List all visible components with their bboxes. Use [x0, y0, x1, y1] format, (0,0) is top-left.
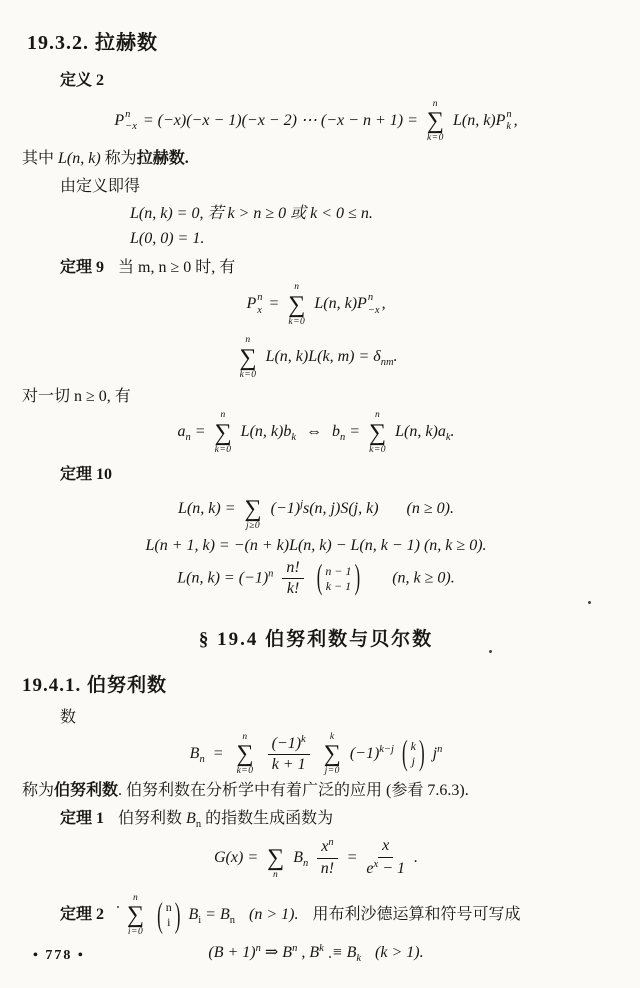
sup-sub-stack	[506, 109, 511, 134]
scan-speck	[489, 650, 492, 653]
theorem-2-label: 定理 2	[60, 906, 105, 924]
right-paren: )	[418, 733, 425, 772]
superscript: n	[437, 743, 443, 755]
superscript: n	[257, 292, 263, 304]
scan-speck	[117, 906, 119, 908]
binomial-bottom: k − 1	[325, 578, 352, 593]
math-text: , B	[301, 943, 320, 961]
iff-arrow: ⇔	[306, 423, 322, 441]
formula-bernoulli-definition	[22, 732, 610, 777]
formula-lah-stirling	[22, 487, 610, 531]
page-number: • 778 •	[33, 948, 85, 963]
fraction	[366, 837, 405, 878]
paragraph-where-lah	[22, 149, 610, 169]
theorem-2-text: 用布利沙德运算和符号可写成	[312, 906, 521, 924]
sum-lower-limit: k=0	[369, 444, 387, 455]
math-text: (−1)	[270, 499, 301, 517]
subscript: nm	[380, 357, 394, 369]
sup-sub-stack	[257, 292, 262, 317]
math-symbol-B: B	[186, 810, 196, 828]
math-text: .	[450, 423, 455, 441]
binomial-stack	[323, 564, 353, 594]
subscript: n	[303, 857, 309, 869]
superscript: j	[300, 498, 303, 510]
math-text: − 1	[378, 859, 405, 877]
math-text: L(n, k)P	[452, 112, 506, 130]
sigma-icon: ∑	[369, 419, 387, 446]
binomial-top: n − 1	[325, 563, 352, 578]
formula-generating-function	[22, 836, 610, 880]
equals-sign: =	[349, 423, 361, 441]
summation	[288, 282, 305, 327]
superscript: k−j	[379, 743, 394, 755]
subscript: n	[340, 432, 346, 444]
sum-lower-limit: j=0	[324, 765, 340, 776]
sum-lower-limit: k=0	[214, 444, 232, 455]
math-symbol-B: B	[188, 906, 199, 924]
sum-lower-limit: k=0	[236, 765, 254, 776]
sum-lower-limit: j≥0	[246, 521, 261, 532]
numerator	[268, 734, 310, 755]
body-text: 称为	[100, 149, 137, 167]
sigma-icon: ∑	[426, 108, 444, 135]
formula-orthogonality	[22, 335, 610, 380]
math-text: L(n, k)	[58, 149, 101, 167]
math-text: L(n, k)b	[240, 423, 292, 441]
sup-sub-stack	[368, 292, 380, 317]
formula-blissard-notation	[22, 943, 610, 966]
theorem-1-text: 伯努利数	[118, 810, 187, 828]
right-paren: )	[354, 557, 361, 597]
sum-upper-limit: n	[432, 99, 439, 109]
sum-lower-limit: k=0	[288, 316, 306, 327]
left-paren: (	[316, 557, 323, 597]
summation	[267, 836, 284, 880]
math-symbol-b: b	[332, 423, 340, 441]
subscript: k	[445, 432, 451, 444]
math-text: ,	[513, 112, 518, 130]
sum-upper-limit: n	[132, 892, 139, 903]
math-text: L(n, k) =	[178, 499, 236, 517]
subsection-heading-bernoulli: 19.4.1. 伯努利数	[22, 674, 168, 696]
theorem-1-text: 的指数生成函数为	[201, 810, 334, 828]
binomial-coefficient	[316, 557, 361, 597]
subscript: n	[229, 915, 235, 927]
math-symbol-B: B	[189, 744, 200, 762]
formula-inverse-expansion	[22, 282, 610, 327]
summation	[324, 732, 341, 777]
math-text: = (−x)(−x − 1)(−x − 2) ⋯ (−x − n + 1) =	[142, 112, 418, 130]
formula-lah-definition	[22, 99, 610, 144]
summation	[427, 99, 444, 144]
summation	[215, 410, 232, 455]
subscript: n	[195, 819, 202, 831]
binomial-stack	[164, 900, 174, 930]
denominator: k + 1	[271, 755, 306, 773]
subscript: k	[291, 432, 296, 444]
fraction	[317, 837, 337, 878]
subscript: n	[199, 753, 205, 765]
sum-upper-limit: n	[242, 731, 248, 742]
sum-upper-limit: n	[374, 410, 381, 421]
summation	[239, 335, 256, 380]
superscript: n	[506, 108, 512, 120]
equals-sign: =	[212, 744, 224, 762]
subscript: n	[185, 432, 191, 444]
theorem-10-label: 定理 10	[60, 466, 113, 484]
sigma-icon: ∑	[127, 902, 145, 929]
condition-text: (n, k ≥ 0).	[392, 569, 455, 587]
numerator: n!	[282, 559, 303, 579]
sum-lower-limit: i=0	[127, 927, 144, 938]
condition-text: (k > 1).	[375, 943, 424, 961]
summation	[236, 732, 253, 777]
sum-lower-limit: n	[273, 869, 279, 880]
math-text: ,	[381, 295, 386, 313]
numerator: x	[378, 837, 393, 857]
summation	[369, 410, 386, 455]
sum-upper-limit: k	[329, 731, 335, 742]
sigma-icon: ∑	[214, 419, 232, 446]
term-lah-number: 拉赫数.	[136, 149, 189, 167]
math-symbol-P: P	[114, 112, 125, 130]
formula-lah-recurrence: L(n + 1, k) = −(n + k)L(n, k) − L(n, k − 1) (n, k ≥ 0).	[145, 536, 487, 554]
denominator: n!	[320, 859, 335, 877]
fraction	[268, 734, 310, 775]
math-symbol-j: j	[432, 744, 438, 762]
denominator: k!	[286, 580, 300, 598]
sigma-icon: ∑	[323, 740, 341, 767]
math-text: L(n, k)P	[314, 295, 367, 313]
sigma-icon: ∑	[244, 496, 262, 523]
left-paren: (	[401, 733, 408, 772]
numerator	[317, 837, 337, 858]
sum-lower-limit: k=0	[239, 369, 257, 380]
body-text: 称为	[22, 782, 55, 800]
superscript: n	[268, 568, 274, 580]
theorem-9-text: 当 m, n ≥ 0 时, 有	[118, 259, 236, 277]
equals-sign: =	[346, 848, 358, 866]
condition-text: (n ≥ 0).	[406, 499, 454, 517]
subscript: x	[257, 304, 262, 316]
math-text: L(n, k) = (−1)	[177, 569, 269, 587]
subsection-heading-lah-numbers: 19.3.2. 拉赫数	[27, 32, 158, 54]
math-text: ≡ B	[331, 943, 357, 961]
math-symbol-a: a	[177, 423, 186, 441]
term-bernoulli-number: 伯努利数	[54, 782, 119, 800]
equals-sign: =	[194, 423, 206, 441]
scan-speck	[329, 956, 331, 958]
math-text: ⇒ B	[264, 943, 293, 961]
section-heading-bernoulli-bell: § 19.4 伯努利数与贝尔数	[198, 628, 434, 650]
math-text: .	[413, 848, 418, 866]
math-text: .	[393, 348, 398, 366]
formula-inverse-pair	[22, 410, 610, 455]
sigma-icon: ∑	[267, 844, 285, 871]
subscript: k	[356, 952, 362, 964]
math-text: e	[366, 859, 374, 877]
subscript: −x	[125, 121, 137, 133]
superscript: n	[125, 108, 131, 120]
binomial-coefficient	[401, 733, 426, 772]
binomial-top: k	[410, 738, 416, 753]
definition-2-label: 定义 2	[60, 72, 105, 89]
left-paren: (	[157, 895, 163, 935]
subscript: −x	[367, 304, 380, 316]
condition-text: (n > 1).	[249, 906, 299, 924]
theorem-2-line	[60, 893, 610, 938]
binomial-bottom: j	[411, 753, 415, 768]
math-text: (−1)	[349, 744, 380, 762]
scan-speck	[588, 601, 591, 604]
denominator	[366, 858, 405, 878]
summation	[127, 893, 144, 938]
binomial-bottom: i	[167, 915, 171, 930]
superscript: n	[292, 942, 298, 954]
sigma-icon: ∑	[236, 740, 254, 767]
fraction	[282, 559, 303, 599]
body-text: . 伯努利数在分析学中有着广泛的应用 (参看 7.6.3).	[118, 782, 469, 800]
sum-upper-limit: n	[220, 410, 226, 421]
equals-sign: =	[268, 295, 280, 313]
subscript: i	[198, 915, 202, 927]
paragraph-for-all-n: 对一切 n ≥ 0, 有	[22, 388, 131, 406]
summation	[245, 487, 262, 531]
math-text: (−1)	[271, 734, 302, 752]
binomial-stack	[409, 739, 418, 769]
formula-lah-zero: L(n, k) = 0, 若 k > n ≥ 0 或 k < 0 ≤ n.	[130, 204, 373, 222]
math-text: = B	[205, 906, 230, 924]
math-text: L(n, k)a	[395, 423, 446, 441]
math-text: G(x) =	[214, 848, 259, 866]
formula-lah-one: L(0, 0) = 1.	[130, 229, 205, 247]
superscript: k	[301, 733, 306, 745]
math-text: L(n, k)L(k, m) = δ	[265, 348, 381, 366]
paragraph-from-definition: 由定义即得	[60, 177, 141, 195]
body-text: 其中	[22, 149, 59, 167]
formula-lah-closed-form	[22, 559, 610, 599]
math-text: s(n, j)S(j, k)	[302, 499, 379, 517]
binomial-coefficient	[156, 895, 181, 935]
sigma-icon: ∑	[288, 291, 306, 318]
superscript: x	[373, 858, 379, 870]
math-symbol-B: B	[293, 848, 303, 866]
sum-lower-limit: k=0	[426, 133, 444, 144]
sum-upper-limit: n	[245, 335, 251, 346]
sup-sub-stack	[125, 109, 137, 134]
superscript: n	[367, 292, 374, 304]
math-text: x	[321, 838, 329, 856]
sum-upper-limit: n	[294, 282, 300, 293]
lead-word-number: 数	[60, 708, 77, 726]
math-symbol-P: P	[246, 295, 257, 313]
superscript: k	[319, 942, 324, 954]
theorem-1-label: 定理 1	[60, 810, 105, 828]
sigma-icon: ∑	[239, 344, 257, 371]
paragraph-called-bernoulli	[22, 781, 610, 801]
theorem-9-label: 定理 9	[60, 259, 105, 277]
binomial-top: n	[165, 900, 172, 915]
theorem-1-line	[60, 809, 610, 831]
superscript: n	[328, 837, 334, 849]
subscript: k	[506, 121, 512, 133]
right-paren: )	[174, 895, 181, 935]
math-text: (B + 1)	[208, 943, 256, 961]
superscript: n	[255, 942, 261, 954]
theorem-9-line	[60, 258, 610, 278]
